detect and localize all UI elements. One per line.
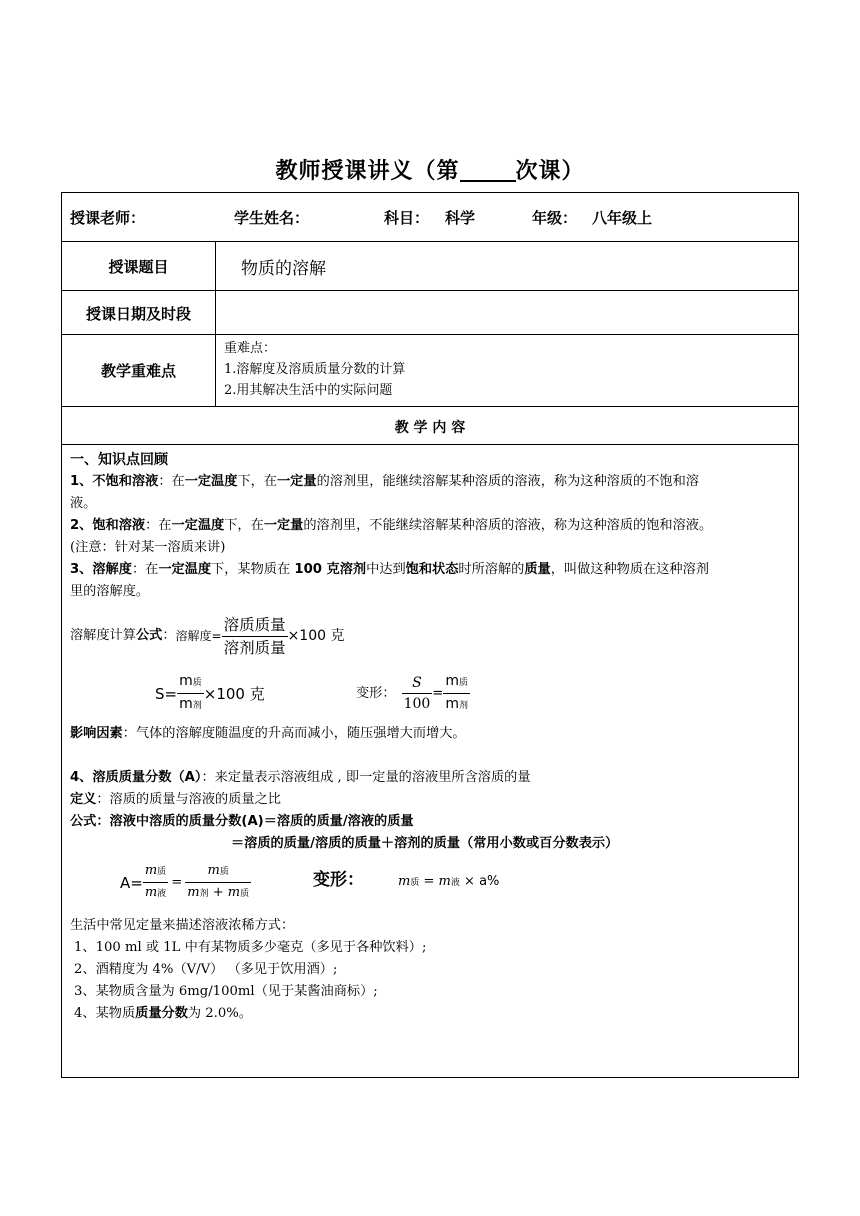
lesson-number-blank (460, 158, 516, 182)
row-divider (62, 334, 798, 335)
influence-factors: 影响因素：气体的溶解度随温度的升高而减小，随压强增大而增大。 (70, 726, 466, 741)
list-item: 3、某物质含量为 6mg/100ml（见于某酱油商标）; (74, 984, 378, 999)
row-divider (62, 241, 798, 242)
fraction: $\frac{\text{溶质质量}}{\text{溶剂质量}}$ (223, 615, 286, 657)
topic-label: 授课题目 (108, 258, 169, 276)
student-label: 学生姓名： (234, 209, 310, 227)
paragraph-unsaturated: 1、不饱和溶液：在一定温度下，在一定量的溶剂里，能继续溶解某种溶质的溶液，称为这种溶质的不饱和溶 (70, 474, 699, 489)
row-divider (62, 406, 798, 407)
list-item: 4、某物质质量分数为 2.0%。 (74, 1006, 252, 1021)
lecture-table (61, 192, 799, 1078)
mass-fraction-formula: A= $\frac{\text{m质}}{\text{m液}}$ = $\frac{\text{m质}}{\text{m剂 + m质}}$ 变形： m质 = m液 × a% (120, 863, 500, 900)
transform-label: 变形： (313, 870, 364, 890)
content-header: 教 学 内 容 (394, 420, 466, 436)
column-divider (215, 241, 216, 406)
paragraph-solubility: 3、溶解度：在一定温度下，某物质在 100 克溶剂中达到饱和状态时所溶解的质量，叫做这种物质在这种溶剂 (70, 562, 709, 577)
definition: 定义：溶质的质量与溶液的质量之比 (70, 792, 281, 807)
teaching-content: 一、知识点回顾 1、不饱和溶液：在一定温度下，在一定量的溶剂里，能继续溶解某种溶质的溶液，称为这种溶质的不饱和溶 液。 2、饱和溶液：在一定温度下，在一定量的溶剂里，不能继续溶解某种溶质的溶液，称为这种溶质的饱和溶液。 (注意：针对某一溶质来讲) 3、溶解度：在一定温度下，某物质在 100 克溶剂中达到饱和状态时所溶解的质量，叫做这种物质在这种溶剂 里的溶解度。 溶解度计算 公式 ： 溶解度= $\frac{\text{溶质质量}}{\text{溶剂质量}}$ ×100 克 S= $\frac{\text{m质}}{\text{m剂}}$ ×100 克 变形： $\frac{S}{100}$ = $\frac{\text{m质}}{\text{m剂}}$ 影响因素：气体的溶解度随温度的升高而减小，随压强增大而增大。 4、溶质质量分数（A）：来定量表示溶液组成 , 即一定量的溶液里所含溶质的量 定义：溶质的质量与溶液的质量之比 公式：溶液中溶质的质量分数(A)＝溶质的质量/溶液的质量 ＝溶质的质量/溶质的质量＋溶剂的质量（常用小数或百分数表示） A= $\frac{\text{m质}}{\text{m液}}$ = $\frac{\text{m质}}{\text{m剂 + m质}}$ 变形： m质 = m液 × a% 生活中常见定量来描述溶液浓稀方式： 1、100 ml 或 1L 中有某物质多少毫克（多见于各种饮料）; 2、酒精度为 4%（V/V） （多见于饮用酒）; 3、某物质含量为 6mg/100ml（见于某酱油商标）; 4、某物质质量分数为 2.0%。 (70, 449, 794, 1025)
paragraph-saturated: 2、饱和溶液：在一定温度下，在一定量的溶剂里，不能继续溶解某种溶质的溶液，称为这种溶质的饱和溶液。 (70, 518, 713, 533)
topic-value: 物质的溶解 (241, 259, 326, 279)
list-item: 2、酒精度为 4%（V/V） （多见于饮用酒）; (74, 962, 338, 977)
section-title: 一、知识点回顾 (70, 452, 168, 468)
transform-formula: m质 = m液 × a% (398, 874, 500, 889)
key-points-label: 教学重难点 (100, 362, 176, 380)
row-divider (62, 290, 798, 291)
grade-value: 八年级上 (592, 209, 653, 227)
formula-line-1: 公式：溶液中溶质的质量分数(A)＝溶质的质量/溶液的质量 (70, 814, 414, 829)
solubility-formula: 溶解度计算 公式 ： 溶解度= $\frac{\text{溶质质量}}{\text{溶剂质量}}$ ×100 克 (70, 615, 345, 657)
teacher-label: 授课老师： (70, 209, 146, 227)
subject-label: 科目： (384, 209, 430, 227)
date-label: 授课日期及时段 (85, 305, 191, 323)
subject-value: 科学 (445, 209, 476, 227)
row-divider (62, 444, 798, 445)
grade-label: 年级： (532, 209, 578, 227)
common-methods-intro: 生活中常见定量来描述溶液浓稀方式： (70, 918, 295, 933)
solubility-formula-symbolic: S= $\frac{\text{m质}}{\text{m剂}}$ ×100 克 变形： $\frac{S}{100}$ = $\frac{\text{m质}}{\text{m剂}}$ (155, 673, 469, 712)
list-item: 1、100 ml 或 1L 中有某物质多少毫克（多见于各种饮料）; (74, 940, 427, 955)
key-points-content: 重难点： 1.溶解度及溶质质量分数的计算 2.用其解决生活中的实际问题 (224, 341, 406, 398)
paragraph-mass-fraction: 4、溶质质量分数（A）：来定量表示溶液组成 , 即一定量的溶液里所含溶质的量 (70, 770, 531, 785)
formula-line-2: ＝溶质的质量/溶质的质量＋溶剂的质量（常用小数或百分数表示） (231, 836, 619, 851)
page-title: 教师授课讲义（第 次课） (275, 159, 585, 184)
